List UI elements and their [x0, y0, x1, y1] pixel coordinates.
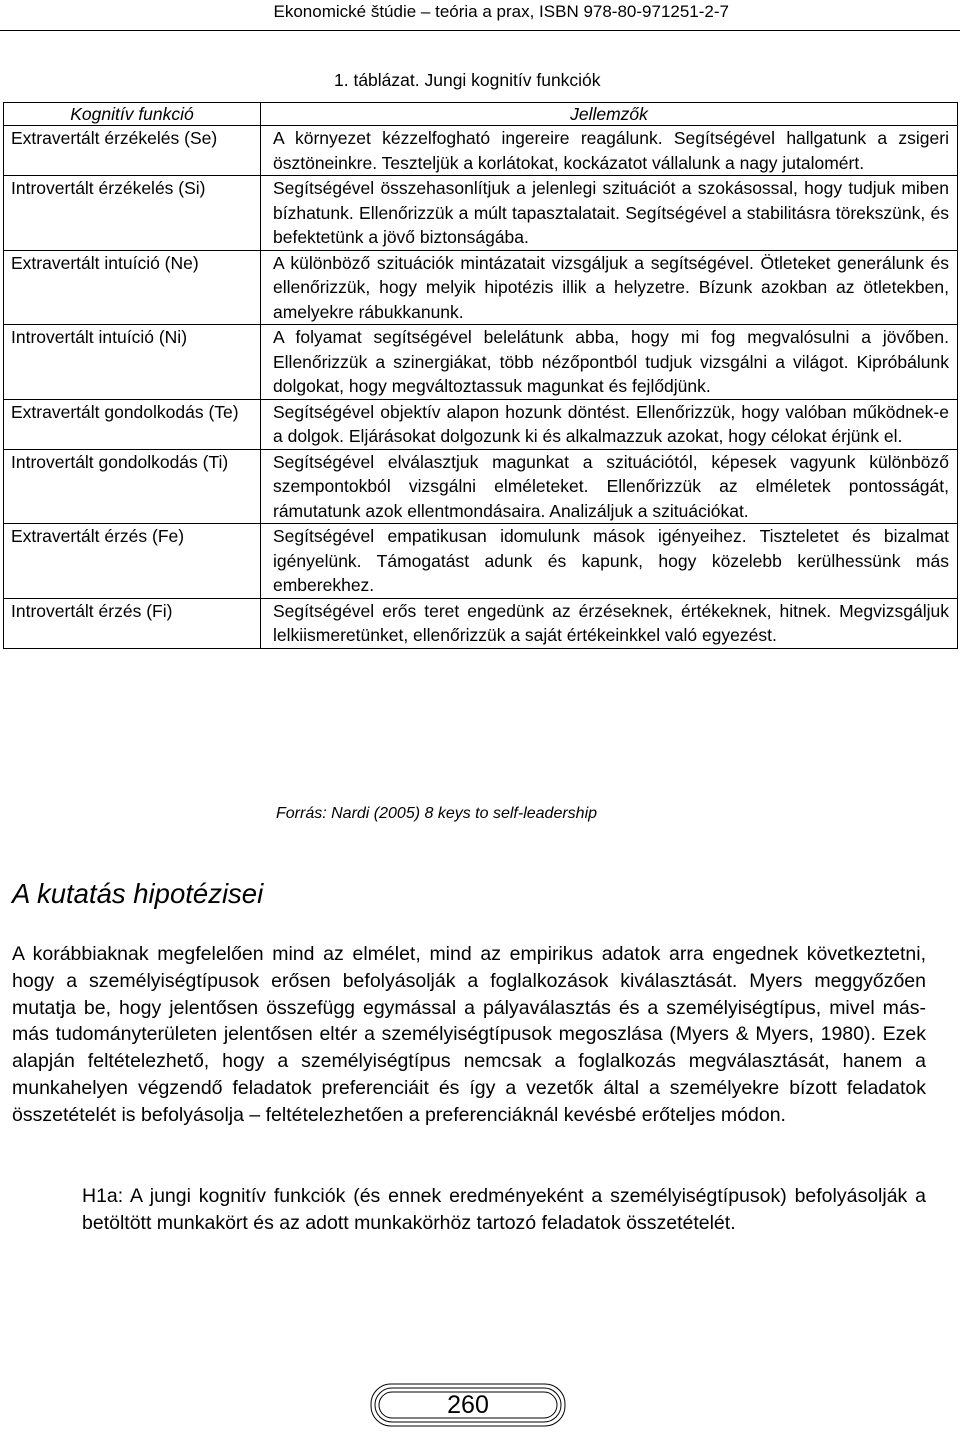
- function-name-cell: Introvertált intuíció (Ni): [4, 325, 261, 400]
- table-row: [4, 176, 958, 251]
- page-number-badge: [370, 1383, 566, 1427]
- function-description-cell: Segítségével összehasonlítjuk a jelenlegi szituációt a szokásossal, hogy tudjuk miben bízhatunk. Ellenőrizzük a múlt tapasztalatait. Segítségével a stabilitásra törekszünk, és befektetünk a jövő biztonságába.: [261, 176, 958, 251]
- function-description-cell: Segítségével elválasztjuk magunkat a szituációtól, képesek vagyunk különböző szempontokból vizsgálni elméleteket. Ellenőrizzük az elméletek pontosságát, rámutatunk azok ellentmondásaira. Analizáljuk a szituációkat.: [261, 449, 958, 524]
- table-row: [4, 598, 958, 648]
- cognitive-functions-table: [3, 102, 958, 649]
- table-row: [4, 325, 958, 400]
- table-row: [4, 524, 958, 599]
- page-number: 260: [447, 1391, 489, 1419]
- table-row: [4, 126, 958, 176]
- function-name-cell: Introvertált gondolkodás (Ti): [4, 449, 261, 524]
- function-description-cell: Segítségével erős teret engedünk az érzéseknek, értékeknek, hitnek. Megvizsgáljuk lelkiismeretünket, ellenőrizzük a saját értékeinkkel való egyezést.: [261, 598, 958, 648]
- function-description-cell: A különböző szituációk mintázatait vizsgáljuk a segítségével. Ötleteket generálunk és ellenőrizzük, hogy melyik hipotézis illik a helyzetre. Bízunk azokban az ötletekben, amelyekre rábukkanunk.: [261, 250, 958, 325]
- body-paragraph: A korábbiaknak megfelelően mind az elmélet, mind az empirikus adatok arra engednek következtetni, hogy a személyiségtípusok erősen befolyásolják a foglalkozások kiválasztását. Myers meggyőzően mutatja be, hogy jelentősen összefügg egymással a pályaválasztás és a személyiségtípus, mivel más-más tudományterületen jelentősen eltér a személyiségtípusok megoszlása (Myers & Myers, 1980). Ezek alapján feltételezhető, hogy a személyiségtípus nemcsak a foglalkozás megválasztását, hanem a munkahelyen végzendő feladatok preferenciáit és így a vezetők által a személyekre bízott feladatok összetételét is befolyásolja – feltételezhetően a preferenciáknál kevésbé erőteljes módon.: [12, 943, 926, 1126]
- column-header-function: Kognitív funkció: [4, 103, 261, 126]
- table-source-note: Forrás: Nardi (2005) 8 keys to self-leadership: [276, 805, 598, 822]
- function-name-cell: Extravertált gondolkodás (Te): [4, 399, 261, 449]
- function-name-cell: Extravertált érzés (Fe): [4, 524, 261, 599]
- section-heading: A kutatás hipotézisei: [12, 878, 264, 909]
- hypothesis-paragraph: H1a: A jungi kognitív funkciók (és ennek eredményeként a személyiségtípusok) befolyásolják a betöltött munkakört és az adott munkakörhöz tartozó feladatok összetételét.: [82, 1185, 926, 1234]
- function-description-cell: Segítségével empatikusan idomulunk mások igényeihez. Tiszteletet és bizalmat igényelünk. Támogatást adunk és kapunk, hogy közelebb kerülhessünk más emberekhez.: [261, 524, 958, 599]
- header-rule: [0, 30, 960, 31]
- table-row: [4, 449, 958, 524]
- function-description-cell: Segítségével objektív alapon hozunk döntést. Ellenőrizzük, hogy valóban működnek-e a dolgok. Eljárásokat dolgozunk ki és alkalmazzuk azokat, hogy célokat érjünk el.: [261, 399, 958, 449]
- function-description-cell: A folyamat segítségével belelátunk abba, hogy mi fog megvalósulni a jövőben. Ellenőrizzük a szinergiákat, több nézőpontból tudjuk vizsgálni a világot. Kipróbálunk dolgokat, hogy megváltoztassuk magunkat és fejlődjünk.: [261, 325, 958, 400]
- function-name-cell: Introvertált érzékelés (Si): [4, 176, 261, 251]
- function-name-cell: Extravertált intuíció (Ne): [4, 250, 261, 325]
- running-header: Ekonomické štúdie – teória a prax, ISBN 978-80-971251-2-7: [273, 2, 729, 21]
- table-header-row: [4, 103, 958, 126]
- function-name-cell: Extravertált érzékelés (Se): [4, 126, 261, 176]
- column-header-description: Jellemzők: [261, 103, 958, 126]
- table-row: [4, 250, 958, 325]
- function-description-cell: A környezet kézzelfogható ingereire reagálunk. Segítségével hallgatunk a zsigeri ösztöneinkre. Teszteljük a korlátokat, kockázatot vállalunk a nagy jutalomért.: [261, 126, 958, 176]
- table-row: [4, 399, 958, 449]
- function-name-cell: Introvertált érzés (Fi): [4, 598, 261, 648]
- table-caption: 1. táblázat. Jungi kognitív funkciók: [334, 70, 601, 90]
